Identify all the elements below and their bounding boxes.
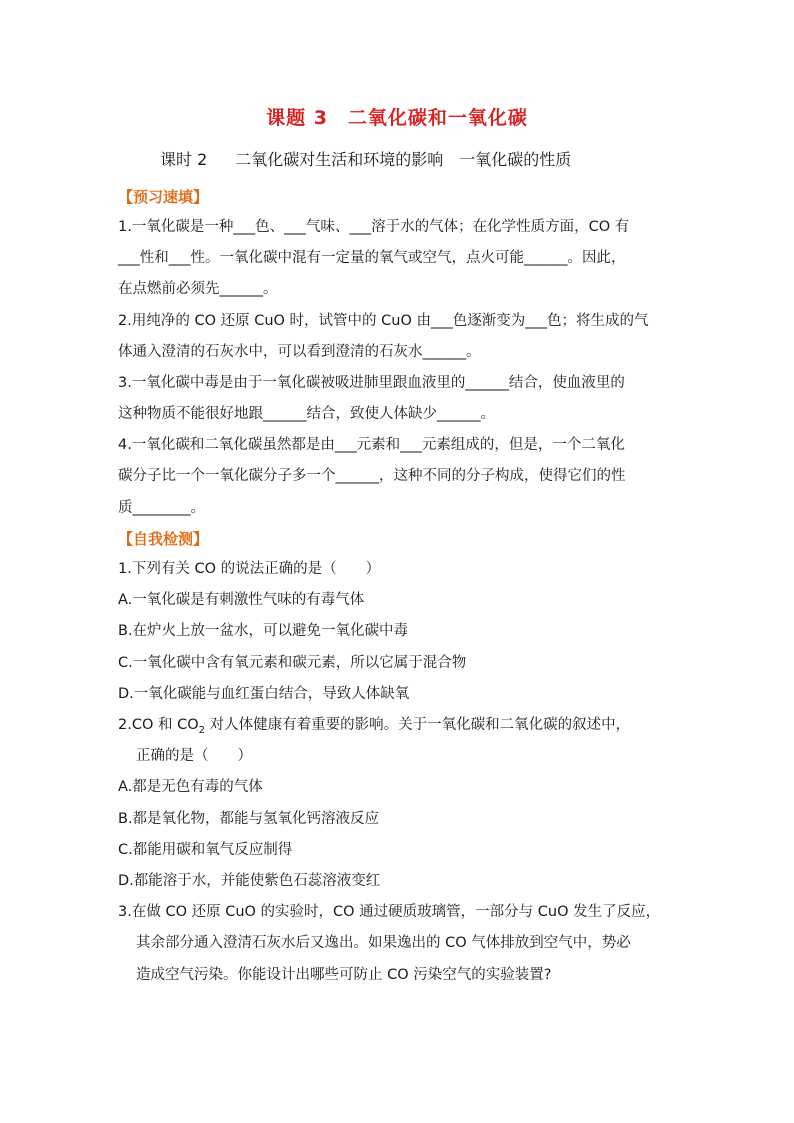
preview-line: ___性和___性。一氧化碳中混有一定量的氧气或空气，点火可能______。因此， — [118, 250, 626, 266]
question-3-line: 其余部分通入澄清石灰水后又逸出。如果逸出的 CO 气体排放到空气中，势必 — [136, 935, 631, 951]
question-1-option-d: D.一氧化碳能与血红蛋白结合，导致人体缺氧 — [118, 686, 410, 702]
preview-line: 碳分子比一个一氧化碳分子多一个______，这种不同的分子构成，使得它们的性 — [118, 468, 626, 484]
question-2-option-a: A.都是无色有毒的气体 — [118, 779, 263, 795]
section-selfcheck-heading: 【自我检测】 — [118, 530, 209, 548]
question-2-stem-part2: 对人体健康有着重要的影响。关于一氧化碳和二氧化碳的叙述中， — [205, 717, 631, 733]
co2-subscript: 2 — [198, 724, 206, 736]
question-3-line: 造成空气污染。你能设计出哪些可防止 CO 污染空气的实验装置? — [136, 967, 552, 983]
preview-line: 2.用纯净的 CO 还原 CuO 时，试管中的 CuO 由___色逐渐变为___色；将生成的气 — [118, 313, 649, 329]
preview-line: 在点燃前必须先______。 — [118, 281, 278, 297]
question-2-option-c: C.都能用碳和氧气反应制得 — [118, 842, 293, 858]
document-title: 课题 3 二氧化碳和一氧化碳 — [266, 107, 528, 129]
question-1-stem: 1.下列有关 CO 的说法正确的是（ ） — [118, 561, 381, 577]
preview-line: 4.一氧化碳和二氧化碳虽然都是由___元素和___元素组成的，但是，一个二氧化 — [118, 437, 625, 453]
preview-line: 这种物质不能很好地跟______结合，致使人体缺少______。 — [118, 406, 495, 422]
lesson-subtitle — [160, 147, 571, 170]
question-1-option-c: C.一氧化碳中含有氧元素和碳元素，所以它属于混合物 — [118, 655, 467, 671]
question-3-line: 3.在做 CO 还原 CuO 的实验时，CO 通过硬质玻璃管，一部分与 CuO 发生了反应， — [118, 904, 661, 920]
lesson-topic: 二氧化碳对生活和环境的影响 一氧化碳的性质 — [235, 150, 572, 169]
question-2-stem-line2: 正确的是（ ） — [136, 748, 252, 764]
lesson-number: 课时 2 — [160, 150, 208, 169]
preview-line: 1.一氧化碳是一种___色、___气味、___溶于水的气体；在化学性质方面，CO 有 — [118, 219, 630, 235]
question-2-stem — [118, 715, 630, 741]
section-preview-heading: 【预习速填】 — [118, 188, 209, 206]
question-1-option-a: A.一氧化碳是有刺激性气味的有毒气体 — [118, 592, 365, 608]
question-1-option-b: B.在炉火上放一盆水，可以避免一氧化碳中毒 — [118, 623, 409, 639]
question-2-option-b: B.都是氧化物，都能与氢氧化钙溶液反应 — [118, 811, 380, 827]
preview-line: 质________。 — [118, 500, 205, 516]
preview-line: 3.一氧化碳中毒是由于一氧化碳被吸进肺里跟血液里的______结合，使血液里的 — [118, 375, 625, 391]
preview-line: 体通入澄清的石灰水中，可以看到澄清的石灰水______。 — [118, 344, 481, 360]
question-2-stem-part1: 2.CO 和 CO — [118, 717, 199, 733]
question-2-option-d: D.都能溶于水，并能使紫色石蕊溶液变红 — [118, 873, 381, 889]
